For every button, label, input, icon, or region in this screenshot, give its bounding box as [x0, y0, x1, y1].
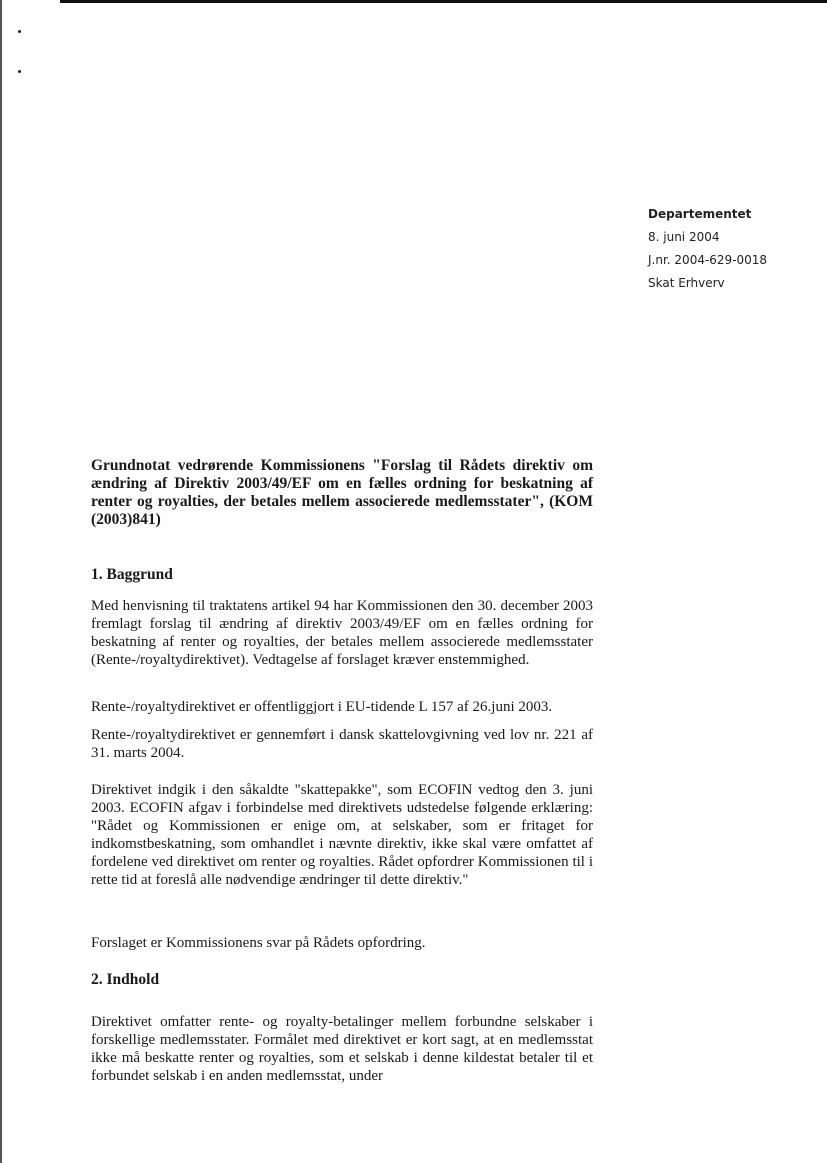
section-heading-indhold: 2. Indhold — [91, 971, 160, 988]
paragraph: Rente-/royaltydirektivet er offentliggjort i EU-tidende L 157 af 26.juni 2003. — [91, 699, 553, 715]
paragraph: Direktivet indgik i den såkaldte "skattepakke", som ECOFIN vedtog den 3. juni 2003. ECOFIN afgav i forbindelse med direktivets udstedelse følgende erklæring: "Rådet og Kommissionen er enige om, at selskaber, som er fritaget for indkomstbeskatning, som omhandlet i nævnte direktiv, ikke skal være omfattet af fordelene ved direktivet om renter og royalties. Rådet opfordrer Kommissionen til i rette tid at foreslå alle nødvendige ændringer til dette direktiv." — [91, 782, 593, 888]
department-name: Departementet — [648, 207, 752, 221]
scan-speck — [18, 70, 21, 73]
scan-speck — [18, 30, 21, 33]
journal-number: J.nr. 2004-629-0018 — [648, 253, 768, 267]
paragraph: Direktivet omfatter rente- og royalty-betalinger mellem forbundne selskaber i forskellige medlemsstater. Formålet med direktivet er kort sagt, at en medlemsstat ikke må beskatte renter og royalties, som et selskab i denne kildestat betaler til et forbundet selskab i en anden medlemsstat, under — [91, 1014, 593, 1084]
scan-border-top — [60, 0, 827, 3]
paragraph: Rente-/royaltydirektivet er gennemført i dansk skattelovgivning ved lov nr. 221 af 31. marts 2004. — [91, 727, 593, 761]
document-meta — [648, 203, 767, 295]
scan-border-left — [0, 0, 2, 1163]
paragraph: Forslaget er Kommissionens svar på Rådets opfordring. — [91, 935, 426, 951]
paragraph: Med henvisning til traktatens artikel 94 har Kommissionen den 30. december 2003 fremlagt forslag til ændring af direktiv 2003/49/EF om en fælles ordning for beskatning af renter og royalties, der betales mellem associerede medlemsstater (Rente-/royaltydirektivet). Vedtagelse af forslaget kræver enstemmighed. — [91, 598, 593, 668]
unit-name: Skat Erhverv — [648, 276, 725, 290]
document-date: 8. juni 2004 — [648, 230, 720, 244]
section-heading-baggrund: 1. Baggrund — [91, 566, 173, 583]
document-title: Grundnotat vedrørende Kommissionens "Forslag til Rådets direktiv om ændring af Direktiv 2003/49/EF om en fælles ordning for beskatning af renter og royalties, der betales mellem associerede medlemsstater", (KOM (2003)841) — [91, 457, 593, 528]
